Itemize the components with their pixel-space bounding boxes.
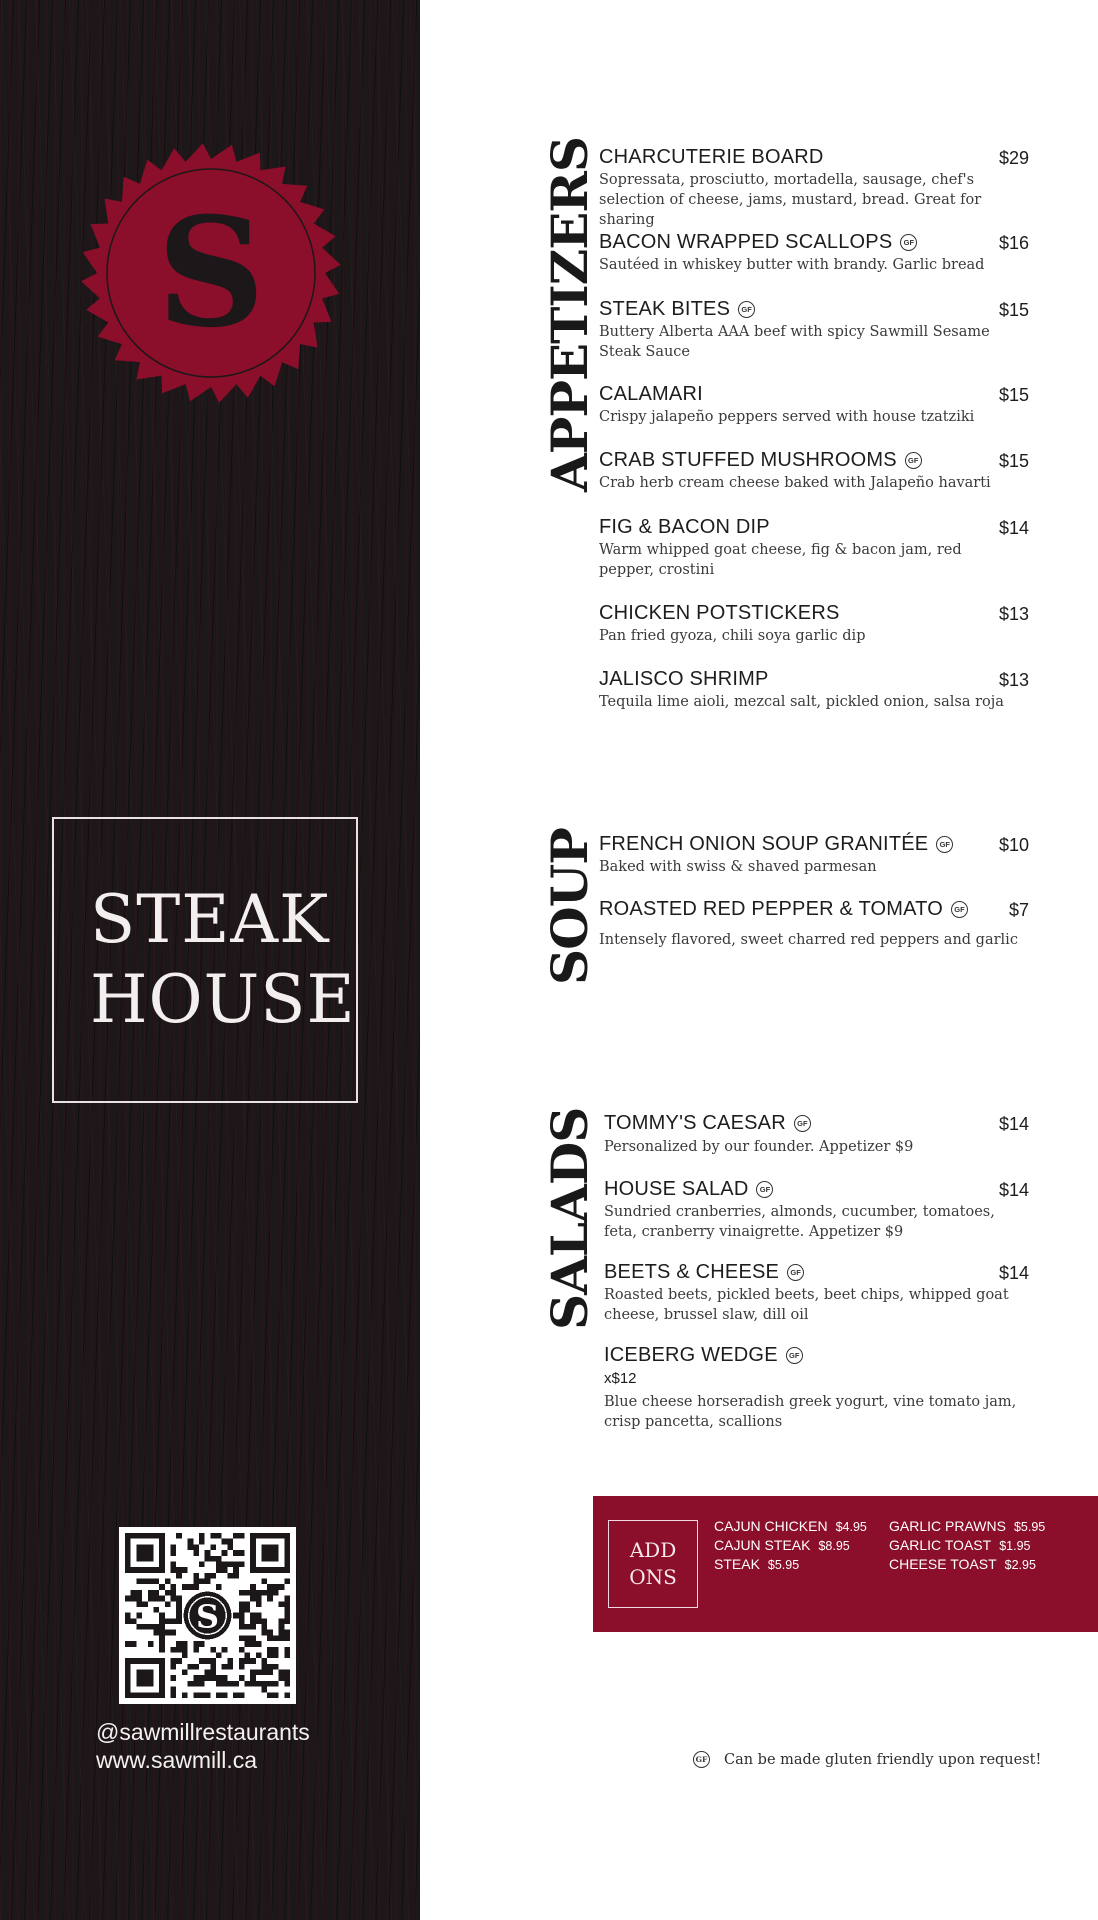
title-line-1: STEAK	[90, 881, 330, 958]
item-name	[599, 668, 769, 691]
addon-price: $8.95	[818, 1539, 850, 1553]
gf-badge-icon: GF	[693, 1751, 710, 1768]
item-description: Warm whipped goat cheese, fig & bacon jam, red pepper, crostini	[599, 542, 962, 578]
item-name-text: FRENCH ONION SOUP GRANITÉE	[599, 833, 929, 855]
saw-blade-logo	[78, 140, 344, 406]
gluten-footnote	[693, 1751, 1041, 1768]
item-name	[604, 1261, 804, 1284]
item-name-text: CALAMARI	[599, 383, 703, 405]
item-name-text: JALISCO SHRIMP	[599, 668, 769, 690]
item-price: $16	[998, 233, 1029, 253]
addon-item	[889, 1537, 1030, 1553]
item-price: $13	[998, 604, 1029, 624]
item-price: $14	[998, 1114, 1029, 1134]
item-description: Sundried cranberries, almonds, cucumber, tomatoes, feta, cranberry vinaigrette. Appetizer $9	[604, 1204, 995, 1240]
item-description: Crab herb cream cheese baked with Jalapeño havarti	[599, 475, 991, 491]
addon-price: $4.95	[835, 1520, 867, 1534]
item-description: Tequila lime aioli, mezcal salt, pickled onion, salsa roja	[599, 694, 1004, 710]
qr-code[interactable]	[119, 1527, 296, 1704]
gf-badge-icon: GF	[738, 301, 755, 318]
item-name-text: FIG & BACON DIP	[599, 516, 770, 538]
addon-name: CAJUN CHICKEN	[714, 1518, 828, 1534]
qr-code-icon	[125, 1533, 290, 1698]
item-description: Sautéed in whiskey butter with brandy. Garlic bread	[599, 257, 985, 273]
addon-name: STEAK	[714, 1556, 760, 1572]
item-price: $14	[998, 518, 1029, 538]
addons-panel	[593, 1496, 1098, 1632]
item-name	[599, 449, 922, 472]
qr-center-letter: S	[195, 1597, 220, 1636]
addon-item	[889, 1518, 1045, 1534]
addons-label-1: ADD	[629, 1538, 677, 1562]
item-description: Buttery Alberta AAA beef with spicy Sawmill Sesame Steak Sauce	[599, 324, 990, 360]
gf-badge-icon: GF	[900, 234, 917, 251]
addon-name: GARLIC TOAST	[889, 1537, 992, 1553]
gf-badge-icon: GF	[951, 901, 968, 918]
item-name	[599, 231, 917, 254]
item-description: Intensely flavored, sweet charred red peppers and garlic	[599, 932, 1018, 948]
item-description: Roasted beets, pickled beets, beet chips, whipped goat cheese, brussel slaw, dill oil	[604, 1287, 1009, 1323]
footnote-text: Can be made gluten friendly upon request!	[724, 1751, 1042, 1768]
item-name	[604, 1178, 773, 1201]
item-price: $7	[1008, 900, 1029, 920]
item-name	[604, 1344, 803, 1367]
item-price: $10	[998, 835, 1029, 855]
appetizers-heading: APPETIZERS	[540, 137, 599, 492]
steakhouse-title-box	[52, 817, 358, 1103]
gf-badge-icon: GF	[905, 452, 922, 469]
addon-name: GARLIC PRAWNS	[889, 1518, 1006, 1534]
item-price: $14	[998, 1180, 1029, 1200]
logo-letter: S	[156, 185, 266, 361]
addon-price: $5.95	[1013, 1520, 1046, 1534]
item-price: $14	[998, 1263, 1029, 1283]
addon-price: $1.95	[999, 1539, 1031, 1553]
item-name	[604, 1112, 811, 1135]
item-name-text: CRAB STUFFED MUSHROOMS	[599, 449, 897, 471]
addons-label-box	[608, 1520, 698, 1608]
item-name-text: HOUSE SALAD	[604, 1178, 749, 1200]
addon-item	[889, 1556, 1036, 1572]
item-name-text: ROASTED RED PEPPER & TOMATO	[599, 898, 943, 920]
item-name	[599, 833, 953, 856]
addon-name: CHEESE TOAST	[889, 1556, 997, 1572]
addon-item	[714, 1518, 867, 1534]
item-description: Sopressata, prosciutto, mortadella, sausage, chef's selection of cheese, jams, mustard, bread. Great for sharing	[599, 172, 982, 228]
item-name	[599, 298, 755, 321]
salads-heading: SALADS	[540, 1107, 599, 1330]
gf-badge-icon: GF	[787, 1264, 804, 1281]
item-price: x$12	[604, 1370, 637, 1387]
item-price: $15	[998, 451, 1029, 471]
soup-heading: SOUP	[540, 828, 599, 985]
item-name-text: BEETS & CHEESE	[604, 1261, 780, 1283]
item-price: $13	[998, 670, 1029, 690]
addon-price: $5.95	[767, 1558, 800, 1572]
gf-badge-icon: GF	[794, 1115, 811, 1132]
item-name	[599, 516, 770, 539]
item-description: Crispy jalapeño peppers served with house tzatziki	[599, 409, 975, 425]
item-name	[599, 898, 968, 921]
item-name-text: CHICKEN POTSTICKERS	[599, 602, 840, 624]
brand-panel	[0, 0, 420, 1920]
addons-label-2: ONS	[629, 1565, 677, 1589]
item-description: Blue cheese horseradish greek yogurt, vine tomato jam, crisp pancetta, scallions	[604, 1394, 1017, 1430]
addon-item	[714, 1556, 799, 1572]
item-description: Baked with swiss & shaved parmesan	[599, 859, 877, 875]
gf-badge-icon: GF	[786, 1347, 803, 1364]
saw-blade-icon	[78, 140, 344, 406]
social-handle[interactable]: @sawmillrestaurants	[96, 1719, 310, 1745]
item-price: $15	[998, 300, 1029, 320]
item-name	[599, 146, 824, 169]
gf-badge-icon: GF	[936, 836, 953, 853]
title-line-2: HOUSE	[90, 961, 356, 1038]
addon-name: CAJUN STEAK	[714, 1537, 811, 1553]
website-link[interactable]: www.sawmill.ca	[96, 1747, 258, 1773]
item-name-text: CHARCUTERIE BOARD	[599, 146, 824, 168]
item-name-text: STEAK BITES	[599, 298, 731, 320]
item-description: Personalized by our founder. Appetizer $9	[604, 1139, 914, 1155]
gf-badge-icon: GF	[756, 1181, 773, 1198]
item-price: $29	[998, 148, 1029, 168]
item-price: $15	[998, 385, 1029, 405]
item-name-text: BACON WRAPPED SCALLOPS	[599, 231, 893, 253]
addon-price: $2.95	[1004, 1558, 1036, 1572]
item-name-text: TOMMY'S CAESAR	[604, 1112, 786, 1134]
item-name	[599, 383, 703, 406]
addon-item	[714, 1537, 850, 1553]
item-description: Pan fried gyoza, chili soya garlic dip	[599, 628, 866, 644]
social-links	[96, 1718, 310, 1774]
item-name-text: ICEBERG WEDGE	[604, 1344, 778, 1366]
item-name	[599, 602, 840, 625]
